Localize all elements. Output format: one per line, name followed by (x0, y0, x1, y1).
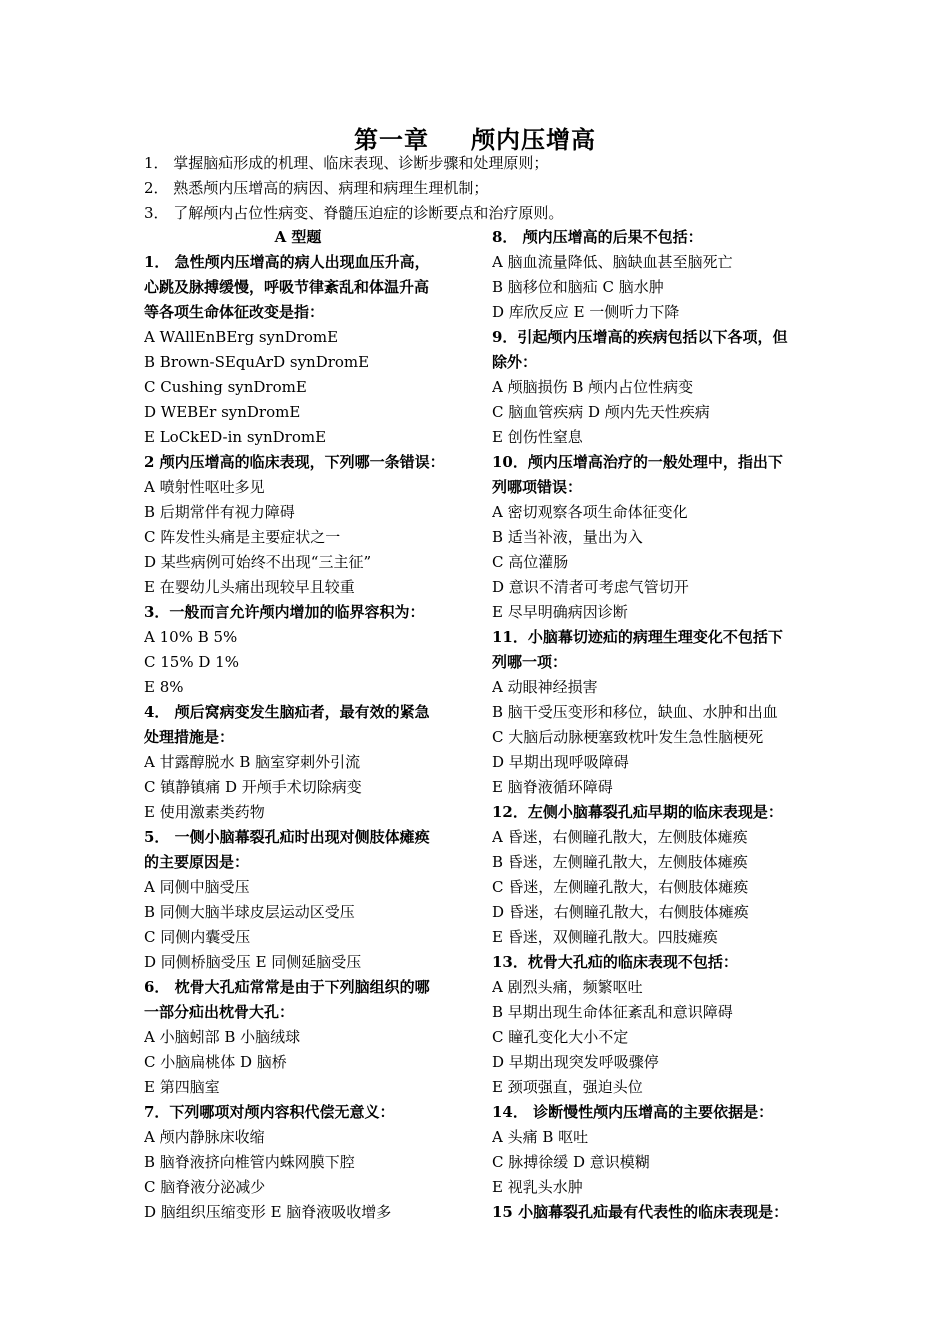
question-text: 1． 急性颅内压增高的病人出现血压升高， (144, 253, 430, 271)
answer-option: E 8% (144, 678, 184, 696)
objective-item: 2． 熟悉颅内压增高的病因、病理和病理生理机制； (144, 179, 489, 197)
answer-option: C 脑血管疾病 D 颅内先天性疾病 (492, 403, 710, 421)
answer-option: B 脑干受压变形和移位，缺血、水肿和出血 (492, 703, 778, 721)
answer-option: E 脑脊液循环障碍 (492, 778, 613, 796)
answer-option: C 高位灌肠 (492, 553, 569, 571)
question-text: 14． 诊断慢性颅内压增高的主要依据是： (492, 1103, 774, 1121)
objective-item: 3． 了解颅内占位性病变、脊髓压迫症的诊断要点和治疗原则。 (144, 204, 564, 222)
right-question-column (492, 225, 814, 1225)
answer-option: E 颈项强直，强迫头位 (492, 1078, 643, 1096)
question-text: 6． 枕骨大孔疝常常是由于下列脑组织的哪 (144, 978, 430, 996)
answer-option: D 早期出现突发呼吸骤停 (492, 1053, 659, 1071)
answer-option: C 镇静镇痛 D 开颅手术切除病变 (144, 778, 362, 796)
section-heading: A 型题 (274, 228, 322, 246)
answer-option: C 阵发性头痛是主要症状之一 (144, 528, 341, 546)
answer-option: A 小脑蚓部 B 小脑绒球 (144, 1028, 301, 1046)
answer-option: B Brown-SEquArD synDromE (144, 353, 370, 371)
answer-option: B 昏迷，左侧瞳孔散大，左侧肢体瘫痪 (492, 853, 748, 871)
question-text: 等各项生命体征改变是指： (144, 303, 325, 321)
answer-option: A 昏迷，右侧瞳孔散大，左侧肢体瘫痪 (492, 828, 748, 846)
answer-option: E 第四脑室 (144, 1078, 220, 1096)
answer-option: A 喷射性呕吐多见 (144, 478, 265, 496)
answer-option: A 甘露醇脱水 B 脑室穿刺外引流 (144, 753, 361, 771)
answer-option: E 昏迷，双侧瞳孔散大。四肢瘫痪 (492, 928, 718, 946)
answer-option: B 同侧大脑半球皮层运动区受压 (144, 903, 355, 921)
question-text: 列哪一项： (492, 653, 568, 671)
question-text: 4． 颅后窝病变发生脑疝者，最有效的紧急 (144, 703, 430, 721)
answer-option: B 脑脊液挤向椎管内蛛网膜下腔 (144, 1153, 355, 1171)
answer-option: E 尽早明确病因诊断 (492, 603, 628, 621)
answer-option: A 头痛 B 呕吐 (492, 1128, 589, 1146)
answer-option: B 适当补液，量出为入 (492, 528, 643, 546)
question-text: 一部分疝出枕骨大孔： (144, 1003, 295, 1021)
answer-option: C 昏迷，左侧瞳孔散大，右侧肢体瘫痪 (492, 878, 749, 896)
answer-option: B 后期常伴有视力障碍 (144, 503, 295, 521)
question-text: 列哪项错误： (492, 478, 583, 496)
answer-option: E LoCkED-in synDromE (144, 428, 327, 446)
answer-option: C 脉搏徐缓 D 意识模糊 (492, 1153, 650, 1171)
answer-option: D 早期出现呼吸障碍 (492, 753, 629, 771)
question-text: 除外： (492, 353, 538, 371)
question-text: 11．小脑幕切迹疝的病理生理变化不包括下 (492, 628, 783, 646)
answer-option: B 脑移位和脑疝 C 脑水肿 (492, 278, 664, 296)
chapter-number: 第一章 (354, 125, 429, 154)
question-text: 5． 一侧小脑幕裂孔疝时出现对侧肢体瘫痪 (144, 828, 430, 846)
answer-option: A 10% B 5% (144, 628, 238, 646)
answer-option: D WEBEr synDromE (144, 403, 301, 421)
answer-option: C 小脑扁桃体 D 脑桥 (144, 1053, 287, 1071)
question-text: 13．枕骨大孔疝的临床表现不包括： (492, 953, 738, 971)
answer-option: C 同侧内囊受压 (144, 928, 251, 946)
answer-option: C 脑脊液分泌减少 (144, 1178, 266, 1196)
question-text: 的主要原因是： (144, 853, 250, 871)
question-text: 心跳及脉搏缓慢，呼吸节律紊乱和体温升高 (144, 278, 430, 296)
answer-option: C Cushing synDromE (144, 378, 307, 396)
answer-option: E 使用激素类药物 (144, 803, 265, 821)
answer-option: C 瞳孔变化大小不定 (492, 1028, 629, 1046)
answer-option: E 在婴幼儿头痛出现较早且较重 (144, 578, 355, 596)
chapter-title (0, 120, 950, 155)
answer-option: A 同侧中脑受压 (144, 878, 250, 896)
answer-option: A 密切观察各项生命体征变化 (492, 503, 688, 521)
answer-option: A 颅脑损伤 B 颅内占位性病变 (492, 378, 694, 396)
left-question-column (144, 225, 472, 1225)
question-text: 3．一般而言允许颅内增加的临界容积为： (144, 603, 425, 621)
chapter-name: 颅内压增高 (471, 125, 596, 154)
answer-option: C 大脑后动脉梗塞致枕叶发生急性脑梗死 (492, 728, 764, 746)
objective-item: 1． 掌握脑疝形成的机理、临床表现、诊断步骤和处理原则； (144, 154, 549, 172)
answer-option: A 脑血流量降低、脑缺血甚至脑死亡 (492, 253, 733, 271)
answer-option: A 颅内静脉床收缩 (144, 1128, 265, 1146)
answer-option: B 早期出现生命体征紊乱和意识障碍 (492, 1003, 733, 1021)
answer-option: D 脑组织压缩变形 E 脑脊液吸收增多 (144, 1203, 392, 1221)
answer-option: D 库欣反应 E 一侧听力下降 (492, 303, 680, 321)
question-text: 7．下列哪项对颅内容积代偿无意义： (144, 1103, 395, 1121)
question-text: 处理措施是： (144, 728, 235, 746)
question-text: 10．颅内压增高治疗的一般处理中，指出下 (492, 453, 783, 471)
question-text: 12．左侧小脑幕裂孔疝早期的临床表现是： (492, 803, 783, 821)
answer-option: D 昏迷，右侧瞳孔散大，右侧肢体瘫痪 (492, 903, 749, 921)
answer-option: D 同侧桥脑受压 E 同侧延脑受压 (144, 953, 362, 971)
answer-option: D 某些病例可始终不出现“三主征” (144, 553, 372, 571)
answer-option: C 15% D 1% (144, 653, 239, 671)
question-text: 15 小脑幕裂孔疝最有代表性的临床表现是： (492, 1203, 789, 1221)
learning-objectives (144, 151, 824, 226)
answer-option: E 创伤性窒息 (492, 428, 583, 446)
answer-option: E 视乳头水肿 (492, 1178, 583, 1196)
answer-option: A 动眼神经损害 (492, 678, 598, 696)
question-text: 8． 颅内压增高的后果不包括： (492, 228, 703, 246)
question-text: 2 颅内压增高的临床表现，下列哪一条错误： (144, 453, 445, 471)
answer-option: A 剧烈头痛，频繁呕吐 (492, 978, 643, 996)
answer-option: D 意识不清者可考虑气管切开 (492, 578, 689, 596)
answer-option: A WAllEnBErg synDromE (144, 328, 339, 346)
question-text: 9．引起颅内压增高的疾病包括以下各项，但 (492, 328, 788, 346)
